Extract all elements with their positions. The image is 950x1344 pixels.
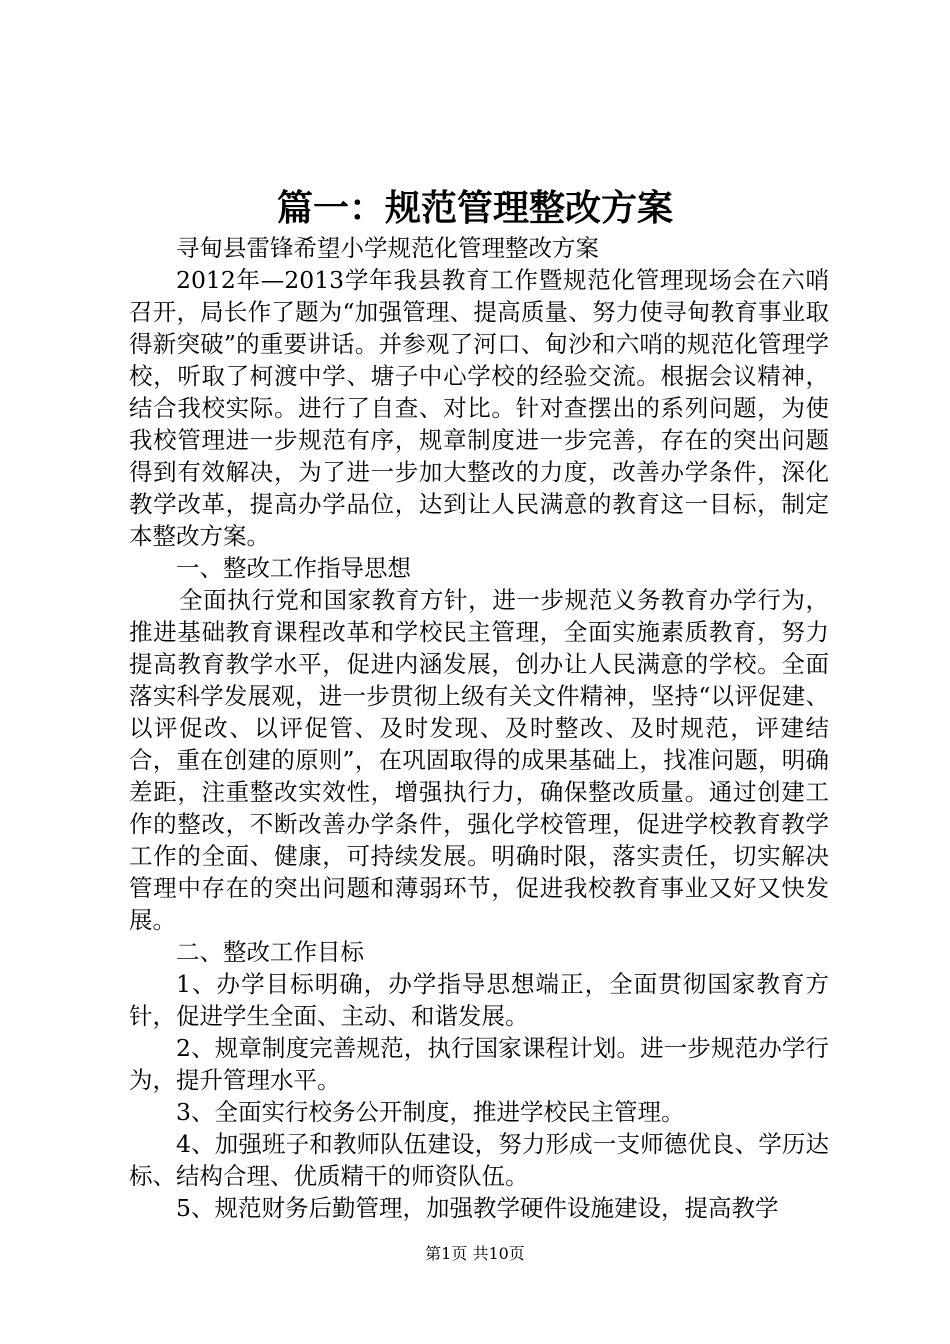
section-heading-guiding-ideology: 一、整改工作指导思想 (176, 554, 411, 582)
intro-paragraph: 2012年—2013学年我县教育工作暨规范化管理现场会在六哨召开，局长作了题为“加强管理、提高质量、努力使寻甸教育事业取得新突破”的重要讲话。并参观了河口、甸沙和六哨的规范化管理学校，听取了柯渡中学、塘子中心学校的经验交流。根据会议精神，结合我校实际。进行了自查、对比。针对查摆出的系列问题，为使我校管理进一步规范有序，规章制度进一步完善，存在的突出问题得到有效解决，为了进一步加大整改的力度，改善办学条件，深化教学改革，提高办学品位，达到让人民满意的教育这一目标，制定本整改方案。 (129, 266, 829, 550)
goal-item-5: 5、规范财务后勤管理，加强教学硬件设施建设，提高教学 (176, 1194, 779, 1222)
section-heading-goals: 二、整改工作目标 (176, 938, 364, 966)
goal-item-4: 4、加强班子和教师队伍建设，努力形成一支师德优良、学历达标、结构合理、优质精干的师资队伍。 (129, 1130, 829, 1190)
document-body (129, 232, 829, 1224)
document-title: 篇一：规范管理整改方案 (276, 187, 673, 229)
guiding-ideology-paragraph: 全面执行党和国家教育方针，进一步规范义务教育办学行为，推进基础教育课程改革和学校民主管理，全面实施素质教育，努力提高教育教学水平，促进内涵发展，创办让人民满意的学校。全面落实科学发展观，进一步贯彻上级有关文件精神，坚持“以评促建、以评促改、以评促管、及时发现、及时整改、及时规范，评建结合，重在创建的原则”，在巩固取得的成果基础上，找准问题，明确差距，注重整改实效性，增强执行力，确保整改质量。通过创建工作的整改，不断改善办学条件，强化学校管理，促进学校教育教学工作的全面、健康，可持续发展。明确时限，落实责任，切实解决管理中存在的突出问题和薄弱环节，促进我校教育事业又好又快发展。 (129, 586, 829, 934)
goal-item-2: 2、规章制度完善规范，执行国家课程计划。进一步规范办学行为，提升管理水平。 (129, 1034, 829, 1094)
goal-item-3: 3、全面实行校务公开制度，推进学校民主管理。 (176, 1098, 685, 1126)
page-number-footer: 第1页 共10页 (425, 1244, 525, 1263)
goal-item-1: 1、办学目标明确，办学指导思想端正，全面贯彻国家教育方针，促进学生全面、主动、和谐发展。 (129, 970, 829, 1030)
subtitle-paragraph: 寻甸县雷锋希望小学规范化管理整改方案 (176, 234, 599, 262)
